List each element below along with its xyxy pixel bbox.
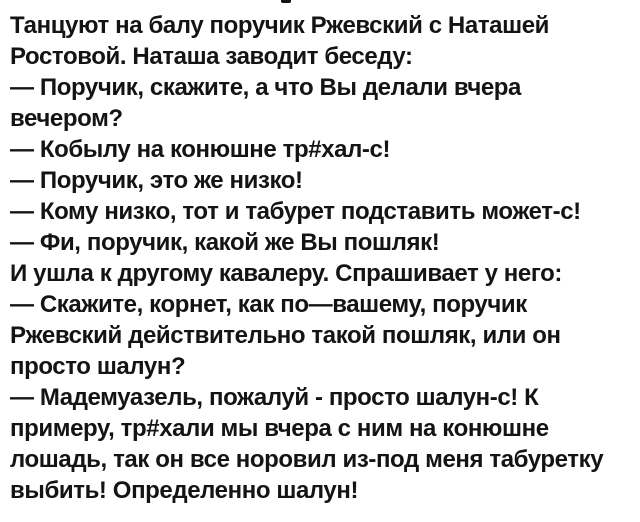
joke-line: Ржевский действительно такой пошляк, или он bbox=[10, 322, 561, 349]
joke-line: — Фи, поручик, какой же Вы пошляк! bbox=[10, 229, 440, 256]
joke-line: Ростовой. Наташа заводит беседу: bbox=[10, 43, 413, 70]
joke-line: — Кобылу на конюшне тр#хал-с! bbox=[10, 136, 391, 163]
joke-line: — Поручик, скажите, а что Вы делали вчера bbox=[10, 74, 522, 101]
joke-line: — Мадемуазель, пожалуй - просто шалун-с! К bbox=[10, 384, 539, 411]
joke-line: — Кому низко, тот и табурет подставить может-с! bbox=[10, 198, 581, 225]
joke-line: выбить! Определенно шалун! bbox=[10, 477, 359, 504]
joke-line: И ушла к другому кавалеру. Спрашивает у него: bbox=[10, 260, 562, 287]
joke-line: просто шалун? bbox=[10, 353, 186, 380]
joke-line: примеру, тр#хали мы вчера с ним на конюшне bbox=[10, 415, 549, 442]
joke-line: Танцуют на балу поручик Ржевский с Наташей bbox=[10, 12, 550, 39]
joke-line: вечером? bbox=[10, 105, 123, 132]
joke-line: — Поручик, это же низко! bbox=[10, 167, 303, 194]
crop-artifact bbox=[281, 0, 291, 3]
joke-line: — Скажите, корнет, как по—вашему, поручик bbox=[10, 291, 527, 318]
joke-line: лошадь, так он все норовил из-под меня табуретку bbox=[10, 446, 604, 473]
